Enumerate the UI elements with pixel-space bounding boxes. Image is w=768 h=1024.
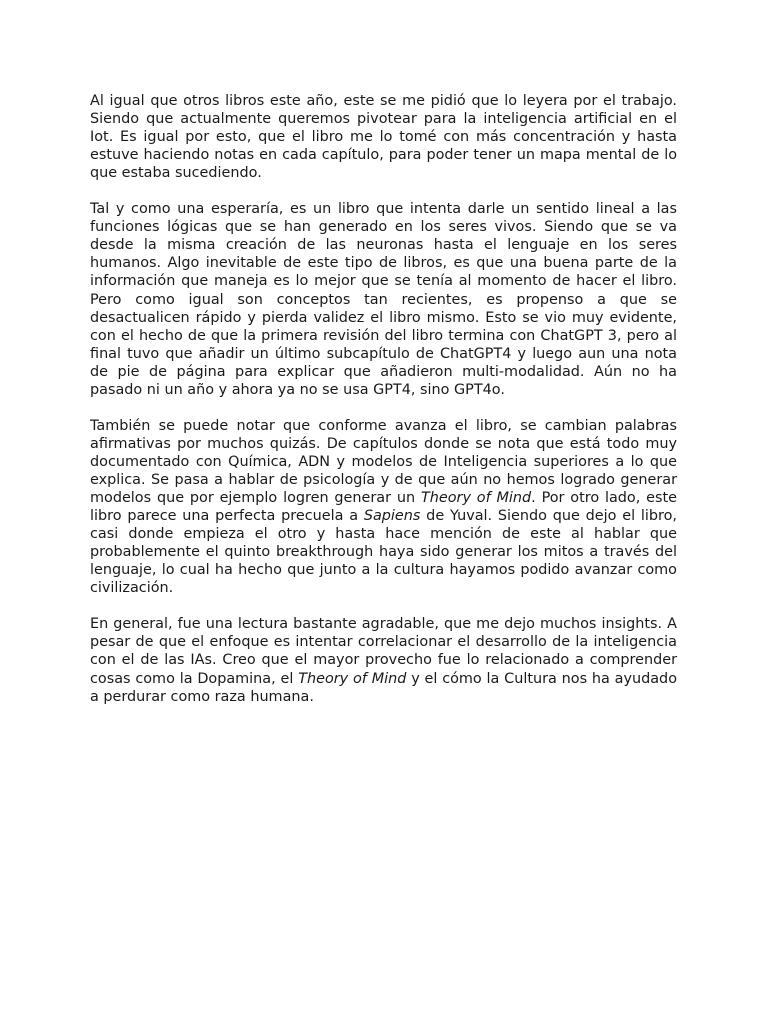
paragraph-4-text-b: y el cómo la Cultura nos ha ayudado a perdurar como raza humana. [90, 670, 677, 705]
paragraph-3-text-a: También se puede notar que conforme avanza el libro, se cambian palabras afirmativas por muchos quizás. De capítulos donde se nota que está todo muy documentado con Química, ADN y modelos de Inteligencia superiores a lo que explica. Se pasa a hablar de psicología y de que aún no hemos logrado generar modelos que por ejemplo logren generar un [90, 417, 677, 507]
paragraph-3-text-c: de Yuval. Siendo que dejo el libro, casi donde empieza el otro y hasta hace mención de este al hablar que probablemente el quinto breakthrough haya sido generar los mitos a través del lenguaje, lo cual ha hecho que junto a la cultura hayamos podido avanzar como civilización. [90, 508, 677, 597]
paragraph-3 [90, 417, 677, 597]
paragraph-2 [90, 200, 677, 399]
concept-theory-of-mind: Theory of Mind [298, 670, 407, 687]
paragraph-1 [90, 92, 677, 182]
paragraph-4-text-a: En general, fue una lectura bastante agradable, que me dejo muchos insights. A pesar de que el enfoque es intentar correlacionar el desarrollo de la inteligencia con el de las IAs. Creo que el mayor provecho fue lo relacionado a comprender cosas como la Dopamina, el [90, 616, 677, 687]
document-page [90, 92, 677, 706]
paragraph-1-text: Al igual que otros libros este año, este se me pidió que lo leyera por el trabajo. Siendo que actualmente queremos pivotear para la inteligencia artificial en el Iot. Es igual por esto, que el libro me lo tomé con más concentración y hasta estuve haciendo notas en cada capítulo, para poder tener un mapa mental de lo que estaba sucediendo. [90, 93, 677, 182]
book-title-sapiens: Sapiens [363, 508, 421, 525]
book-title-theory-of-mind: Theory of Mind [420, 490, 532, 507]
paragraph-2-text: Tal y como una esperaría, es un libro que intenta darle un sentido lineal a las funciones lógicas que se han generado en los seres vivos. Siendo que se va desde la misma creación de las neuronas hasta el lenguaje en los seres humanos. Algo inevitable de este tipo de libros, es que una buena parte de la información que maneja es lo mejor que se tenía al momento de hacer el libro. Pero como igual son conceptos tan recientes, es propenso a que se desactualicen rápido y pierda validez el libro mismo. Esto se vio muy evidente, con el hecho de que la primera revisión del libro termina con ChatGPT 3, pero al final tuvo que añadir un último subcapítulo de ChatGPT4 y luego aun una nota de pie de página para explicar que añadieron multi-modalidad. Aún no ha pasado ni un año y ahora ya no se usa GPT4, sino GPT4o. [90, 201, 677, 398]
paragraph-3-text-b: . Por otro lado, este libro parece una perfecta precuela a [90, 490, 677, 525]
paragraph-4 [90, 615, 677, 705]
